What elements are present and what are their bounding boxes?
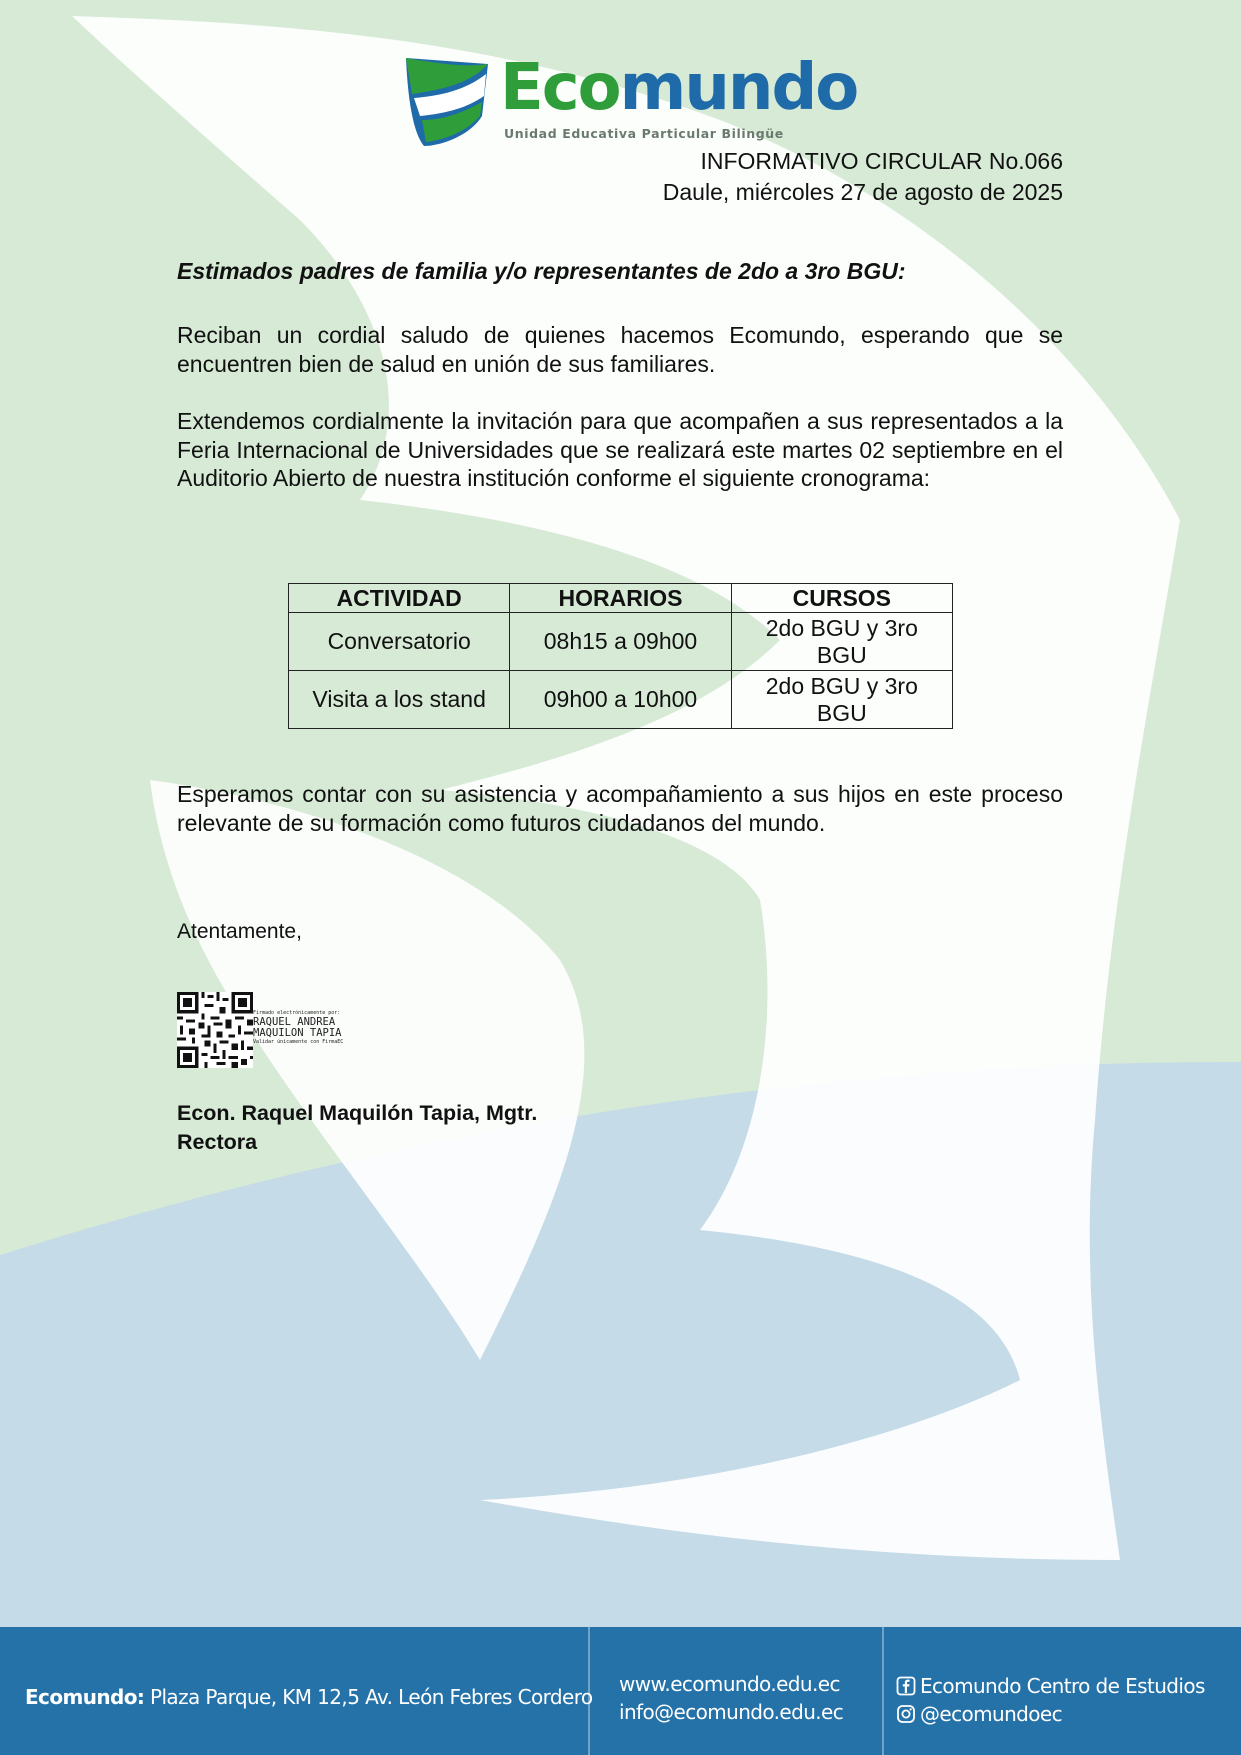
footer-instagram-text: @ecomundoec	[920, 1702, 1063, 1726]
footer-divider	[588, 1627, 590, 1755]
footer-divider	[882, 1627, 884, 1755]
salutation: Estimados padres de familia y/o representantes de 2do a 3ro BGU:	[177, 258, 906, 284]
footer-email-link[interactable]: info@ecomundo.edu.ec	[619, 1700, 844, 1724]
table-header-row	[289, 584, 953, 613]
paragraph-greeting: Reciban un cordial saludo de quienes hacemos Ecomundo, esperando que se encuentren bien de salud en unión de sus familiares.	[177, 322, 1063, 377]
paragraph-invitation: Extendemos cordialmente la invitación para que acompañen a sus representados a la Feria Internacional de Universidades que se realizará este martes 02 septiembre en el Auditorio Abierto de nuestra institución conforme el siguiente cronograma:	[177, 408, 1063, 491]
footer-address	[25, 1685, 593, 1709]
footer-website-link[interactable]: www.ecomundo.edu.ec	[619, 1672, 840, 1696]
table-header-activity: ACTIVIDAD	[289, 584, 510, 613]
table-cell-time: 09h00 a 10h00	[510, 671, 731, 729]
logo-word-eco: Eco	[500, 51, 620, 125]
footer-address-brand: Ecomundo:	[25, 1685, 145, 1709]
signer-name: Econ. Raquel Maquilón Tapia, Mgtr.	[177, 1101, 538, 1125]
table-cell-courses: 2do BGU y 3ro BGU	[731, 671, 952, 729]
signature-stamp-name-line1: RAQUEL ANDREA	[253, 1016, 336, 1028]
circular-number: INFORMATIVO CIRCULAR No.066	[700, 148, 1063, 174]
footer	[0, 1627, 1241, 1755]
signer-role: Rectora	[177, 1130, 258, 1154]
qr-code-icon	[177, 992, 253, 1068]
table-row	[289, 613, 953, 671]
table-header-courses: CURSOS	[731, 584, 952, 613]
logo-emblem-icon	[400, 54, 492, 148]
signature-stamp-validation: Validar únicamente con FirmaEC	[253, 1039, 344, 1045]
table-header-time: HORARIOS	[510, 584, 731, 613]
signature-stamp-name-line2: MAQUILON TAPIA	[253, 1027, 342, 1039]
table-cell-courses: 2do BGU y 3ro BGU	[731, 613, 952, 671]
paragraph-closing-wish: Esperamos contar con su asistencia y acompañamiento a sus hijos en este proceso relevante de su formación como futuros ciudadanos del mundo.	[177, 781, 1063, 836]
logo-wordmark	[500, 51, 858, 125]
footer-facebook-link[interactable]	[896, 1674, 1205, 1698]
table-cell-time: 08h15 a 09h00	[510, 613, 731, 671]
circular-date: Daule, miércoles 27 de agosto de 2025	[662, 179, 1063, 205]
footer-facebook-text: Ecomundo Centro de Estudios	[920, 1674, 1205, 1698]
logo-subtitle: Unidad Educativa Particular Bilingüe	[504, 126, 784, 141]
signature-stamp-caption: Firmado electrónicamente por:	[253, 1010, 341, 1016]
closing-text: Atentamente,	[177, 920, 302, 943]
electronic-signature-stamp	[253, 1010, 343, 1046]
logo	[400, 51, 858, 152]
schedule-table	[288, 583, 953, 729]
instagram-icon	[896, 1704, 916, 1724]
logo-word-mundo: mundo	[619, 51, 858, 125]
footer-address-text: Plaza Parque, KM 12,5 Av. León Febres Cordero	[144, 1685, 593, 1709]
table-cell-activity: Visita a los stand	[289, 671, 510, 729]
footer-instagram-link[interactable]	[896, 1702, 1062, 1726]
table-cell-activity: Conversatorio	[289, 613, 510, 671]
facebook-icon	[896, 1676, 916, 1696]
table-row	[289, 671, 953, 729]
